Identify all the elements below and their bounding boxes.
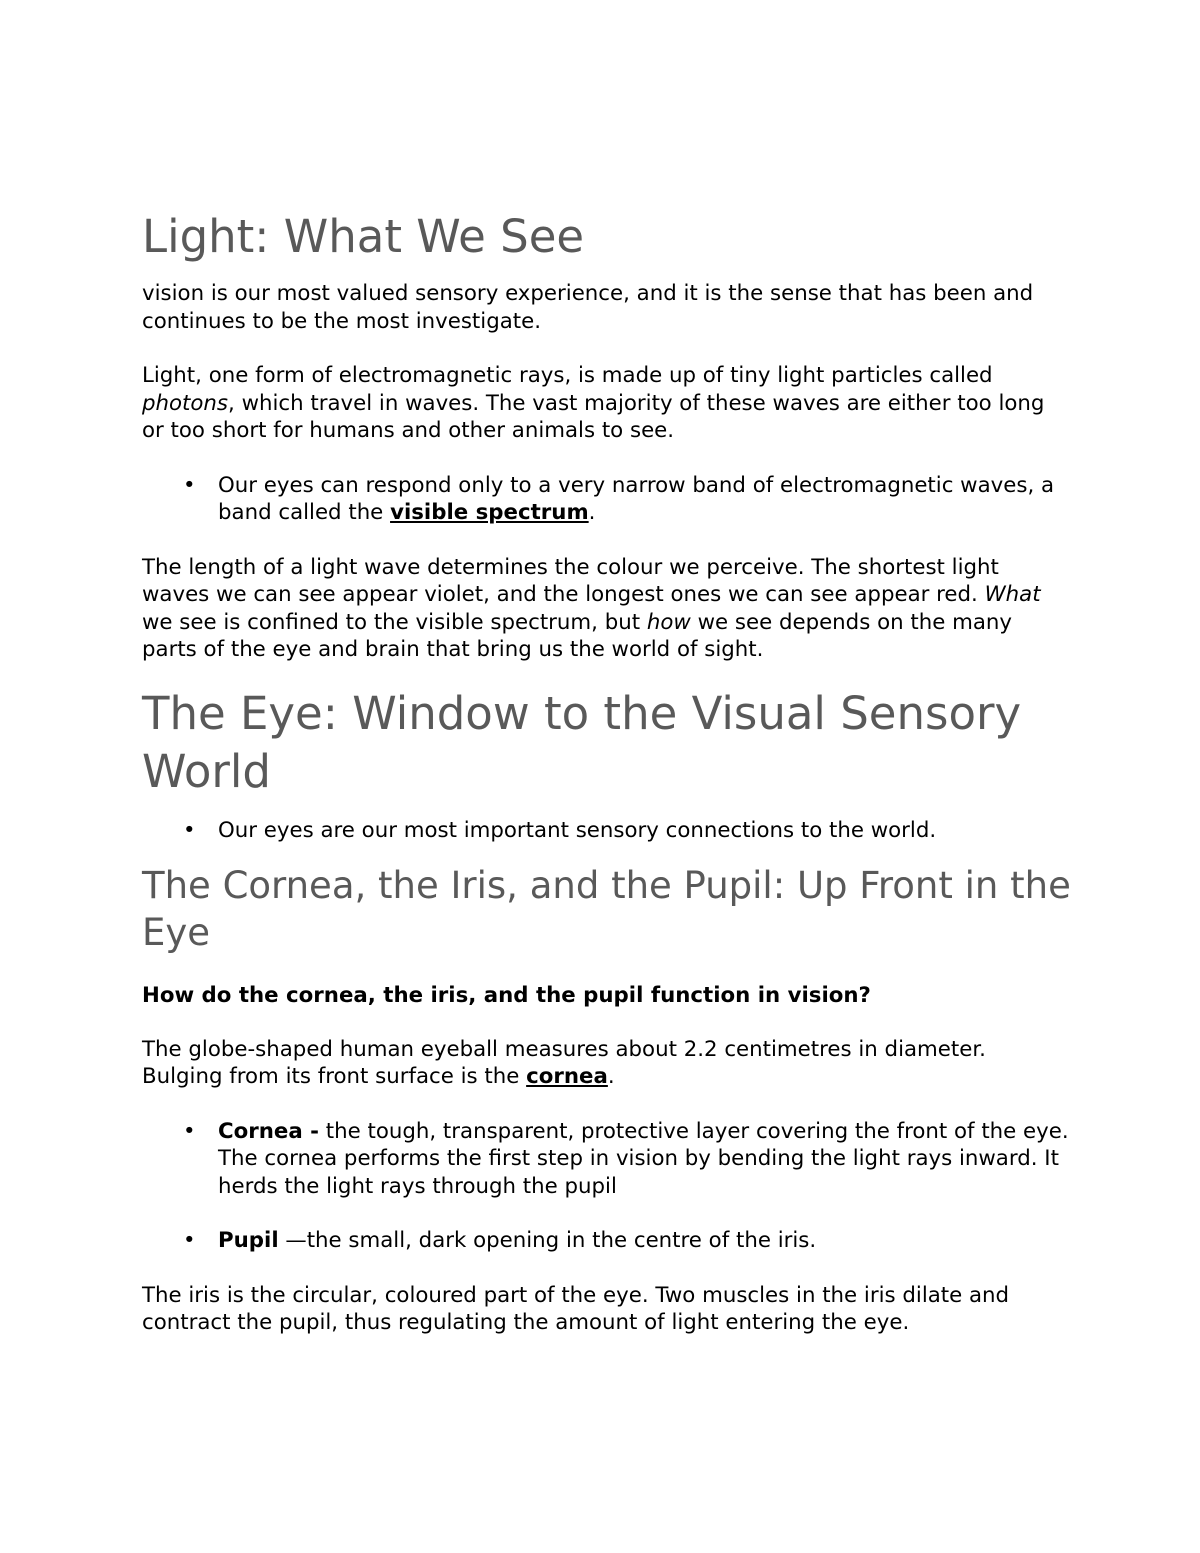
heading-eye: The Eye: Window to the Visual Sensory World	[142, 686, 1022, 798]
emphasis-photons: photons	[142, 390, 229, 416]
paragraph-vision: vision is our most valued sensory experience, and it is the sense that has been and continues to be the most investigate.	[142, 281, 1034, 334]
text-run: we see depends on the many parts of the eye and brain that bring us the world of sight.	[142, 609, 1012, 662]
term-pupil: Pupil	[218, 1228, 279, 1253]
list-item	[142, 817, 1072, 845]
question-function: How do the cornea, the iris, and the pupil function in vision?	[142, 983, 871, 1008]
heading-cornea-iris-pupil: The Cornea, the Iris, and the Pupil: Up Front in the Eye	[142, 864, 1071, 954]
heading-light: Light: What We See	[142, 210, 585, 263]
list-item	[142, 1227, 1072, 1255]
paragraph-wavelength	[142, 554, 1072, 664]
term-visible-spectrum: visible spectrum	[390, 500, 589, 525]
term-cornea: cornea	[526, 1064, 608, 1089]
text-run: we see is confined to the visible spectrum, but	[142, 609, 647, 635]
bullet-icon: •	[183, 1228, 196, 1253]
term-cornea-definition: Cornea -	[218, 1118, 319, 1144]
paragraph-eyeball	[142, 1036, 1072, 1091]
list-item	[142, 472, 1072, 527]
text-run: , which travel in waves. The vast majority of these waves are either too long or too short for humans and other animals to see.	[142, 390, 1045, 443]
document-body	[142, 200, 1072, 1337]
emphasis-how: how	[646, 609, 691, 635]
list-item	[142, 1118, 1072, 1201]
text-run: Our eyes are our most important sensory connections to the world.	[218, 817, 937, 843]
text-run: the tough, transparent, protective layer covering the front of the eye. The cornea performs the first step in vision by bending the light rays inward. It herds the light rays through the pupil	[218, 1118, 1069, 1199]
text-run: The globe-shaped human eyeball measures about 2.2 centimetres in diameter. Bulging from its front surface is the	[142, 1036, 986, 1089]
text-run: .	[607, 1064, 615, 1089]
bullet-list-cornea-pupil	[142, 1118, 1072, 1255]
bullet-list-visible-spectrum	[142, 472, 1072, 527]
bullet-icon: •	[183, 1118, 196, 1144]
text-run: .	[588, 500, 596, 525]
bullet-list-eyes	[142, 817, 1072, 845]
paragraph-light-photons	[142, 362, 1072, 445]
paragraph-iris: The iris is the circular, coloured part of the eye. Two muscles in the iris dilate and contract the pupil, thus regulating the amount of light entering the eye.	[142, 1282, 1010, 1335]
text-run: The length of a light wave determines the colour we perceive. The shortest light waves we can see appear violet, and the longest ones we can see appear red.	[142, 554, 999, 607]
bullet-icon: •	[183, 817, 196, 843]
bullet-icon: •	[183, 472, 196, 498]
text-run: Our eyes can respond only to a very narrow band of electromagnetic waves, a band called the	[218, 472, 1055, 525]
emphasis-what: What	[984, 582, 1041, 607]
text-run: Light, one form of electromagnetic rays, is made up of tiny light particles called	[142, 363, 993, 388]
text-run: —the small, dark opening in the centre of the iris.	[278, 1228, 817, 1253]
